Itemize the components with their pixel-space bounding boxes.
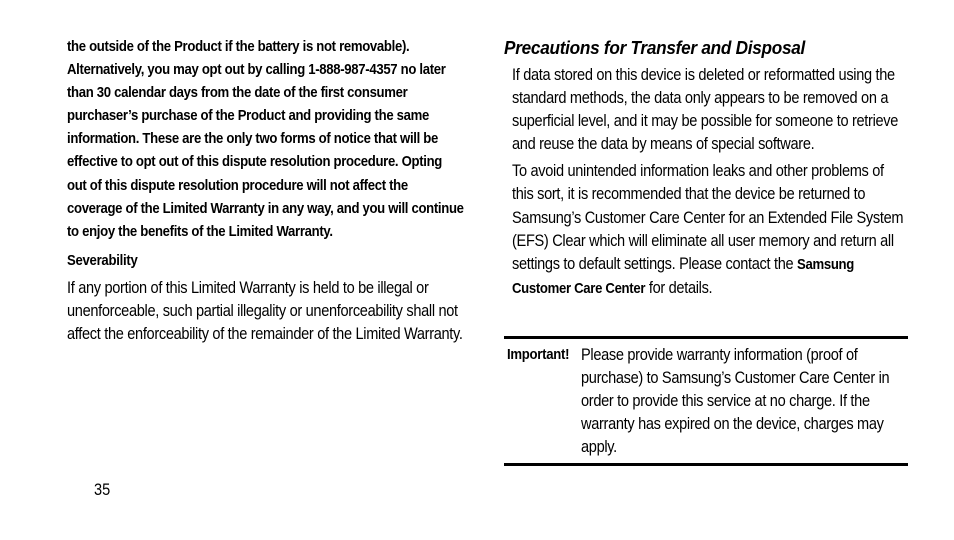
page-number: 35 bbox=[94, 481, 111, 499]
customer-care-center-emphasis: Samsung Customer Care Center bbox=[512, 256, 854, 297]
data-deletion-paragraph: If data stored on this device is deleted or reformatted using the standard methods, the data only appears to be removed on a superficial level, and it may be possible for someone to retrieve and reuse the data by means of special software. bbox=[512, 66, 899, 154]
efs-clear-paragraph bbox=[512, 160, 908, 301]
important-note bbox=[504, 336, 908, 466]
section-title: Precautions for Transfer and Disposal bbox=[504, 37, 806, 58]
right-column bbox=[504, 36, 908, 301]
efs-clear-text: To avoid unintended information leaks and other problems of this sort, it is recommended that the device be returned to Samsung’s Customer Care Center for an Extended File System (EFS) Clear which will eliminate all user memory and return all settings to default settings. Please contact the bbox=[512, 162, 904, 273]
important-label: Important! bbox=[507, 347, 570, 363]
left-column bbox=[67, 36, 465, 346]
severability-paragraph: If any portion of this Limited Warranty is held to be illegal or unenforceable, such partial illegality or unenforceability shall not affect the enforceability of the remainder of the Limited Warranty. bbox=[67, 278, 463, 344]
severability-heading: Severability bbox=[67, 252, 138, 269]
opt-out-paragraph: the outside of the Product if the battery is not removable). Alternatively, you may opt out by calling 1-888-987-4357 no later than 30 calendar days from the date of the first consumer purchaser’s purchase of the Product and providing the same information. These are the only two forms of notice that will be effective to opt out of this dispute resolution procedure. Opting out of this dispute resolution procedure will not affect the coverage of the Limited Warranty in any way, and you will continue to enjoy the benefits of the Limited Warranty. bbox=[67, 39, 464, 240]
important-text: Please provide warranty information (proof of purchase) to Samsung’s Customer Care Center in order to provide this service at no charge. If the warranty has expired on the device, charges may apply. bbox=[581, 346, 890, 457]
efs-clear-text-end: for details. bbox=[645, 278, 713, 297]
